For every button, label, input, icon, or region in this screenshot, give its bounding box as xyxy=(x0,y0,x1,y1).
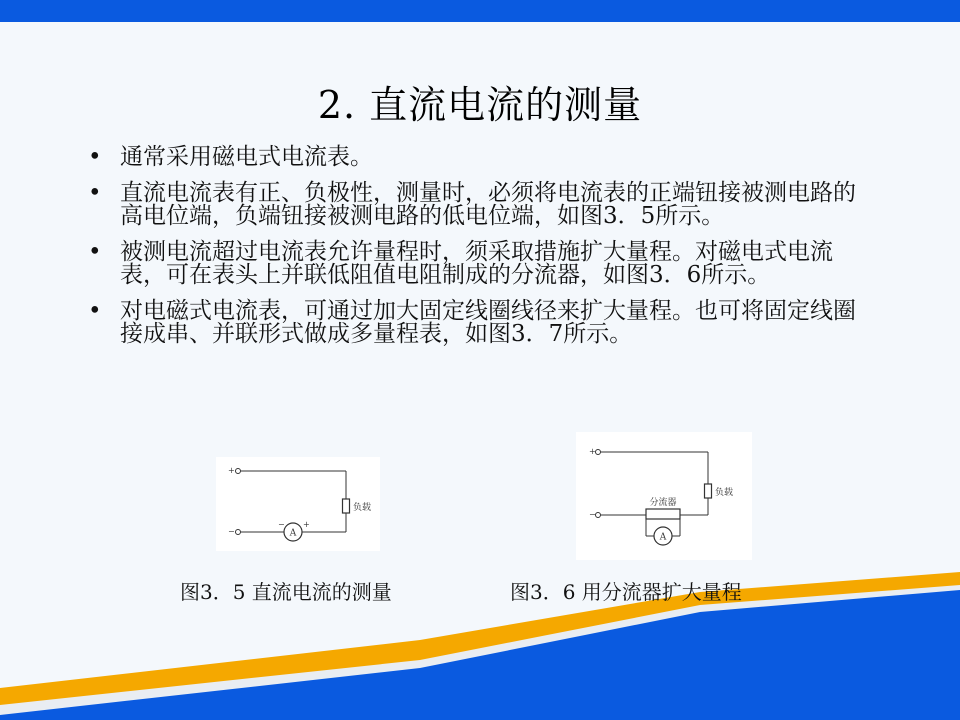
plus-terminal xyxy=(596,450,601,455)
figure-caption-3-6: 图3．6 用分流器扩大量程 xyxy=(510,580,742,604)
bullet-item xyxy=(88,241,878,287)
load-resistor xyxy=(343,499,350,513)
bullet-list xyxy=(88,146,878,359)
circuit-diagram-fig-3-5 xyxy=(216,457,380,551)
bullet-item xyxy=(88,300,878,346)
bullet-item xyxy=(88,182,878,228)
page-title: 2. 直流电流的测量 xyxy=(317,83,643,127)
bullet-item xyxy=(88,146,878,169)
bullet-text: 通常采用磁电式电流表。 xyxy=(120,144,373,170)
ammeter-label: A xyxy=(289,528,297,539)
bullet-marker: • xyxy=(88,298,102,324)
circuit-diagram-fig-3-6 xyxy=(576,432,752,560)
plus-terminal xyxy=(236,469,241,474)
bullet-marker: • xyxy=(88,180,102,206)
plus-label: + xyxy=(228,466,235,475)
load-resistor xyxy=(705,484,712,498)
bullet-text: 直流电流表有正、负极性，测量时，必须将电流表的正端钮接被测电路的高电位端，负端钮接被测电路的低电位端，如图3．5所示。 xyxy=(120,180,856,229)
bullet-marker: • xyxy=(88,239,102,265)
plus-label: + xyxy=(589,447,596,456)
figure-caption-3-5: 图3．5 直流电流的测量 xyxy=(180,580,392,604)
ammeter-minus: − xyxy=(278,520,285,529)
shunt-resistor xyxy=(646,509,680,519)
ammeter-plus: + xyxy=(303,520,310,529)
minus-terminal xyxy=(236,530,241,535)
shunt-label: 分流器 xyxy=(649,498,677,508)
load-label: 负载 xyxy=(715,488,734,498)
minus-label: − xyxy=(228,527,235,536)
minus-terminal xyxy=(596,513,601,518)
ammeter-label: A xyxy=(659,532,667,543)
bullet-text: 被测电流超过电流表允许量程时，须采取措施扩大量程。对磁电式电流表，可在表头上并联低阻值电阻制成的分流器，如图3．6所示。 xyxy=(120,239,833,288)
bullet-text: 对电磁式电流表，可通过加大固定线圈线径来扩大量程。也可将固定线圈接成串、并联形式做成多量程表，如图3．7所示。 xyxy=(120,298,856,347)
load-label: 负载 xyxy=(353,503,372,513)
minus-label: − xyxy=(589,510,596,519)
bullet-marker: • xyxy=(88,144,102,170)
